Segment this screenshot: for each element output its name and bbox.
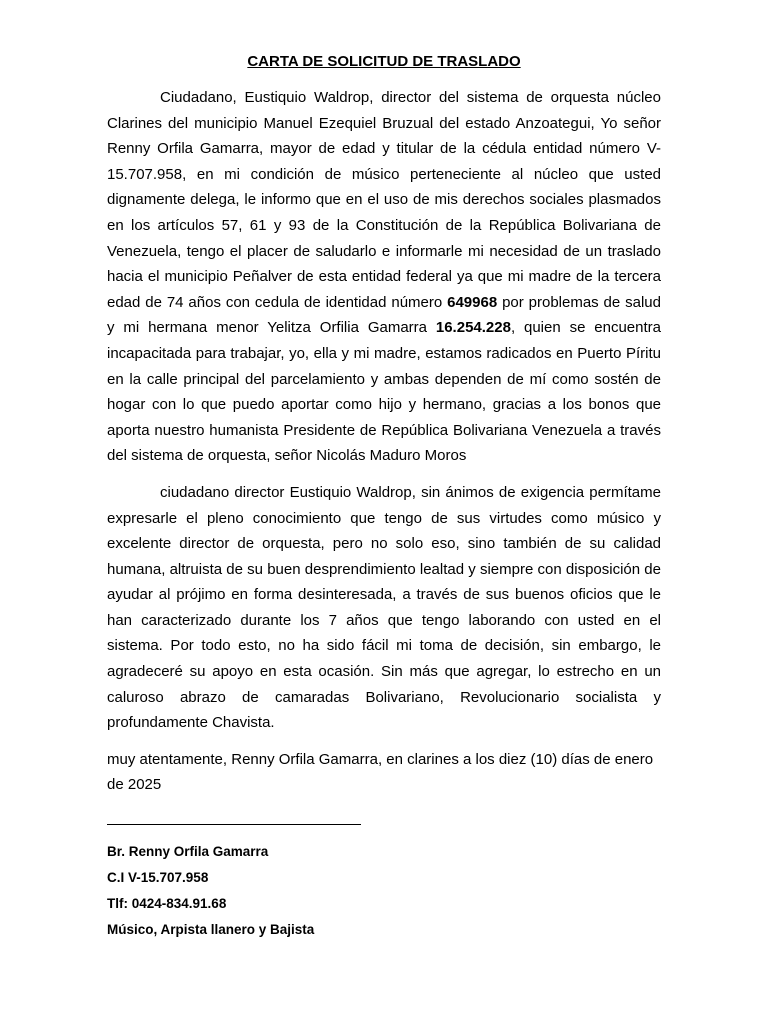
signer-phone: Tlf: 0424-834.91.68: [107, 896, 227, 912]
paragraph-1-text-b: por problemas de salud y mi hermana menor Yelitza Orfilia Gamarra: [107, 293, 661, 337]
letter-title: CARTA DE SOLICITUD DE TRASLADO: [247, 53, 521, 70]
mother-id-number: 649968: [447, 293, 498, 311]
letter-closing: muy atentamente, Renny Orfila Gamarra, en clarines a los diez (10) días de enero de 2025: [107, 750, 654, 794]
signature-block: [107, 839, 661, 943]
paragraph-1-text-a: Ciudadano, Eustiquio Waldrop, director del sistema de orquesta núcleo Clarines del municipio Manuel Ezequiel Bruzual del estado Anzoategui, Yo señor Renny Orfila Gamarra, mayor de edad y titular de la cédula entidad número V- 15.707.958, en mi condición de músico perteneciente al núcleo que usted dignamente delega, le informo que en el uso de mis derechos sociales plasmados en los artículos 57, 61 y 93 de la Constitución de la República Bolivariana de Venezuela, tengo el placer de saludarlo e informarle mi necesidad de un traslado hacia el municipio Peñalver de esta entidad federal ya que mi madre de la tercera edad de 74 años con cedula de identidad número: [107, 89, 661, 311]
paragraph-1-text-c: , quien se encuentra incapacitada para trabajar, yo, ella y mi madre, estamos radicados en Puerto Píritu en la calle principal del parcelamiento y ambas dependen de mí como sostén de hogar con lo que puedo aportar como hijo y hermano, gracias a los bonos que aporta nuestro humanista Presidente de República Bolivariana Venezuela a través del sistema de orquesta, señor Nicolás Maduro Moros: [107, 319, 661, 465]
signer-name: Br. Renny Orfila Gamarra: [107, 844, 269, 860]
signer-role: Músico, Arpista llanero y Bajista: [107, 922, 315, 938]
signer-id: C.I V-15.707.958: [107, 870, 209, 886]
signature-line: [107, 823, 361, 825]
sister-id-number: 16.254.228: [435, 319, 511, 337]
letter-page: [107, 50, 661, 943]
letter-paragraph-1: [107, 85, 661, 469]
letter-paragraph-2: ciudadano director Eustiquio Waldrop, sin ánimos de exigencia permítame expresarle el pleno conocimiento que tengo de sus virtudes como músico y excelente director de orquesta, pero no solo eso, sino también de su calidad humana, altruista de su buen desprendimiento lealtad y siempre con disposición de ayudar al prójimo en forma desinteresada, a través de sus buenos oficios que le han caracterizado durante los 7 años que tengo laborando con usted en el sistema. Por todo esto, no ha sido fácil mi toma de decisión, sin embargo, le agradeceré su apoyo en esta ocasión. Sin más que agregar, lo estrecho en un caluroso abrazo de camaradas Bolivariano, Revolucionario socialista y profundamente Chavista.: [107, 483, 661, 732]
